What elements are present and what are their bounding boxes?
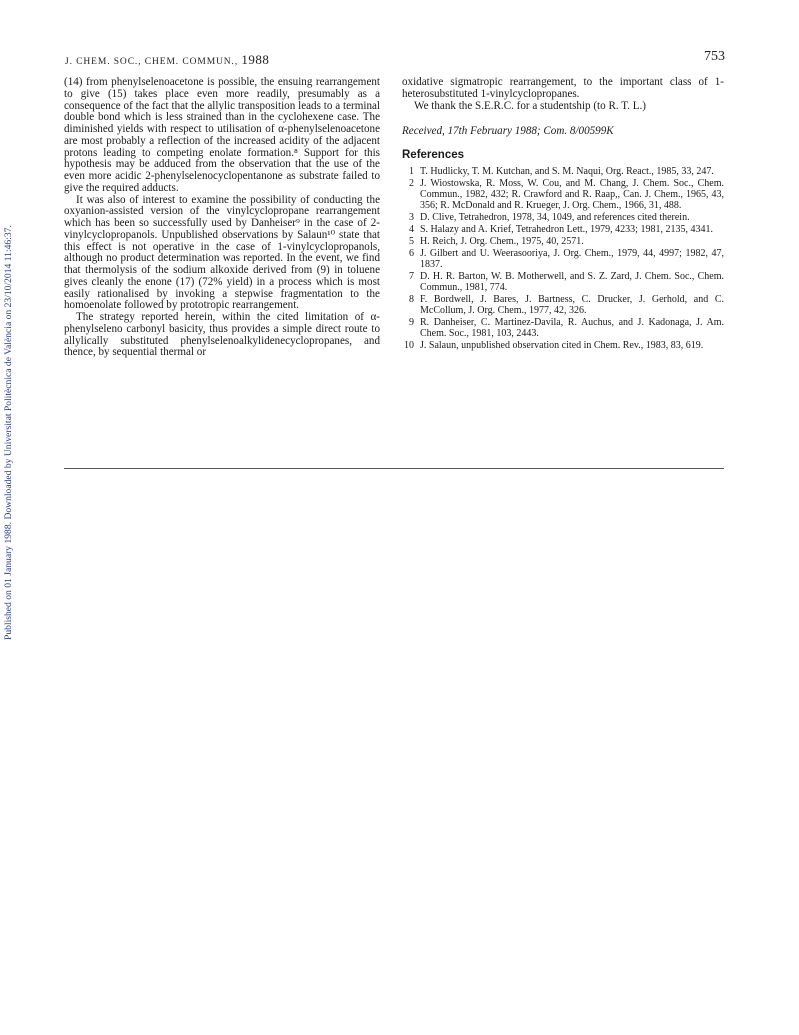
reference-text: J. Salaun, unpublished observation cited in Chem. Rev., 1983, 83, 619. xyxy=(420,339,704,351)
reference-item xyxy=(402,271,724,293)
reference-text: D. H. R. Barton, W. B. Motherwell, and S. Z. Zard, J. Chem. Soc., Chem. Commun., 1981, 774. xyxy=(420,270,724,293)
reference-item xyxy=(402,224,724,235)
reference-item xyxy=(402,294,724,316)
page-number: 753 xyxy=(704,49,725,64)
reference-number: 9 xyxy=(409,316,414,328)
reference-text: R. Danheiser, C. Martinez-Davila, R. Auchus, and J. Kadonaga, J. Am. Chem. Soc., 1981, 103, 2443. xyxy=(420,316,724,339)
reference-item xyxy=(402,166,724,177)
running-header xyxy=(65,52,269,68)
reference-text: F. Bordwell, J. Bares, J. Bartness, C. Drucker, J. Gerhold, and C. McCollum, J. Org. Chem., 1977, 42, 326. xyxy=(420,293,724,316)
reference-number: 5 xyxy=(409,235,414,247)
acknowledgement: We thank the S.E.R.C. for a studentship (to R. T. L.) xyxy=(414,99,646,112)
reference-number: 7 xyxy=(409,270,414,282)
left-column xyxy=(64,77,380,359)
reference-text: S. Halazy and A. Krief, Tetrahedron Lett., 1979, 4233; 1981, 2135, 4341. xyxy=(420,223,713,235)
reference-text: D. Clive, Tetrahedron, 1978, 34, 1049, and references cited therein. xyxy=(420,211,690,223)
paragraph-1: (14) from phenylselenoacetone is possible, the ensuing rearrangement to give (15) takes place even more readily, presumably as a consequence of the fact that the allylic transposition leads to a terminal double bond which is less strained than in the cyclohexene case. The diminished yields with respect to utilisation of α-phenylselenoacetone are most probably a reflection of the increased acidity of the adjacent protons leading to competing enolate formation.⁸ Support for this hypothesis may be adduced from the observation that the use of the even more acidic 2-phenylselenocyclopentanone as substrate failed to give the required adducts. xyxy=(64,76,380,194)
paragraph-3: The strategy reported herein, within the cited limitation of α-phenylseleno carbonyl basicity, thus provides a simple direct route to allylically substituted phenylselenoalkylidenecyclopropanes, and thence, by sequential thermal or xyxy=(64,311,380,359)
reference-text: H. Reich, J. Org. Chem., 1975, 40, 2571. xyxy=(420,235,584,247)
references-heading: References xyxy=(402,149,465,161)
reference-number: 10 xyxy=(404,339,414,351)
reference-number: 8 xyxy=(409,293,414,305)
reference-number: 1 xyxy=(409,165,414,177)
reference-item xyxy=(402,248,724,270)
reference-item xyxy=(402,340,724,351)
reference-number: 6 xyxy=(409,247,414,259)
reference-text: J. Gilbert and U. Weerasooriya, J. Org. Chem., 1979, 44, 4997; 1982, 47, 1837. xyxy=(420,247,724,270)
reference-item xyxy=(402,317,724,339)
reference-number: 2 xyxy=(409,177,414,189)
bottom-rule xyxy=(64,468,724,469)
reference-list xyxy=(402,166,724,351)
received-date: Received, 17th February 1988; Com. 8/00599K xyxy=(402,125,614,138)
reference-number: 3 xyxy=(409,211,414,223)
journal-name: J. CHEM. SOC., CHEM. COMMUN., xyxy=(65,57,239,67)
right-column xyxy=(402,77,724,352)
reference-item xyxy=(402,212,724,223)
reference-item xyxy=(402,236,724,247)
download-stamp-text: Published on 01 January 1988. Downloaded by Universitat Politècnica de València on 23/10/2014 11:46:37. xyxy=(3,225,14,640)
paragraph-2: It was also of interest to examine the possibility of conducting the oxyanion-assisted version of the vinylcyclopropane rearrangement which has been so successfully used by Danheiser⁹ in the case of 2-vinylcyclopropanols. Unpublished observations by Salaun¹⁰ state that this effect is not operative in the case of 1-vinylcyclopropanols, although no product determination was reported. In the event, we find that thermolysis of the sodium alkoxide derived from (9) in toluene gives cleanly the enone (17) (72% yield) in a process which is most easily rationalised by invoking a stepwise fragmentation to the homoenolate followed by prototropic rearrangement. xyxy=(64,193,380,312)
journal-year: 1988 xyxy=(241,52,270,67)
reference-text: J. Wiostowska, R. Moss, W. Cou, and M. Chang, J. Chem. Soc., Chem. Commun., 1982, 432; R. Crawford and R. Raap,, Can. J. Chem., 1965, 43, 356; R. McDonald and R. Krueger, J. Org. Chem., 1966, 31, 488. xyxy=(420,177,724,211)
reference-number: 4 xyxy=(409,223,414,235)
paragraph-continued: oxidative sigmatropic rearrangement, to the important class of 1-heterosubstituted 1-vinylcyclopropanes. xyxy=(402,76,724,100)
reference-text: T. Hudlicky, T. M. Kutchan, and S. M. Naqui, Org. React., 1985, 33, 247. xyxy=(420,165,714,177)
download-stamp xyxy=(3,150,17,640)
reference-item xyxy=(402,178,724,211)
